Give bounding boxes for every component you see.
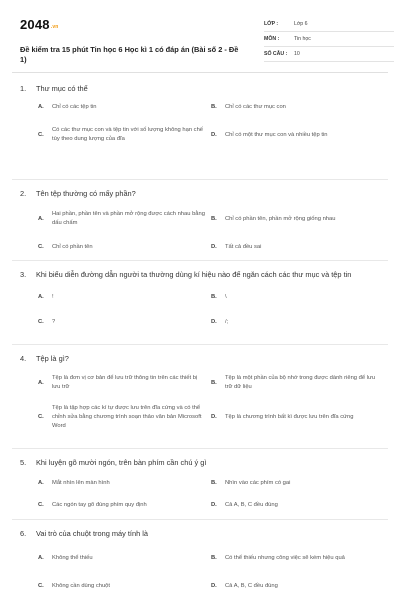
option-text: Có các thư mục con và tệp tin với số lượng không hạn chế tùy theo dung lượng của đĩa bbox=[52, 127, 204, 142]
question-number: 5. bbox=[20, 458, 27, 467]
option-c[interactable] bbox=[38, 494, 211, 516]
logo-text: 2048 bbox=[20, 17, 50, 32]
option-text: \ bbox=[225, 293, 227, 300]
question-text: Vai trò của chuột trong máy tính là bbox=[36, 529, 149, 538]
option-d[interactable] bbox=[211, 573, 384, 599]
option-text: Hai phần, phần tên và phần mở rộng được cách nhau bằng dấu chấm bbox=[52, 211, 205, 226]
option-letter: C. bbox=[38, 501, 44, 508]
option-a[interactable] bbox=[38, 543, 211, 573]
option-d[interactable] bbox=[211, 398, 384, 436]
site-logo[interactable] bbox=[20, 17, 59, 32]
option-c[interactable] bbox=[38, 573, 211, 599]
option-letter: C. bbox=[38, 413, 44, 420]
option-c[interactable] bbox=[38, 120, 211, 150]
option-b[interactable] bbox=[211, 284, 384, 310]
option-text: Tất cả đều sai bbox=[225, 243, 262, 250]
option-text: Chỉ có một thư mục con và nhiều tệp tin bbox=[225, 131, 328, 138]
option-letter: C. bbox=[38, 131, 44, 138]
option-text: Tệp là đơn vị cơ bản để lưu trữ thông tin trên các thiết bị lưu trữ bbox=[52, 375, 198, 390]
option-text: Chỉ có các thư mục con bbox=[225, 103, 286, 110]
question bbox=[12, 78, 388, 180]
option-text: Không cần dùng chuột bbox=[52, 582, 111, 589]
option-text: Không thể thiếu bbox=[52, 554, 93, 561]
meta-row-count bbox=[264, 47, 394, 62]
option-d[interactable] bbox=[211, 310, 384, 334]
option-text: Có thể thiếu nhưng công việc sẽ kém hiệu quả bbox=[225, 554, 345, 561]
option-text: ! bbox=[52, 293, 54, 300]
question-text: Tên tệp thường có mấy phần? bbox=[36, 189, 136, 198]
option-text: Chỉ có phần tên, phần mở rộng giống nhau bbox=[225, 215, 336, 222]
option-text: ? bbox=[52, 318, 56, 325]
option-grid bbox=[12, 284, 388, 334]
meta-value: Lớp 6 bbox=[294, 21, 308, 27]
meta-row-class bbox=[264, 17, 394, 32]
question-text: Tệp là gì? bbox=[36, 354, 69, 363]
question-head bbox=[12, 345, 388, 364]
question-head bbox=[12, 180, 388, 199]
question bbox=[12, 449, 388, 520]
question-head bbox=[12, 261, 388, 280]
option-b[interactable] bbox=[211, 368, 384, 398]
exam-header bbox=[12, 14, 388, 66]
option-b[interactable] bbox=[211, 94, 384, 120]
question-text: Khi biểu diễn đường dẫn người ta thường dùng kí hiệu nào để ngăn cách các thư mục và tệp tin bbox=[36, 270, 352, 279]
option-grid bbox=[12, 472, 388, 516]
option-letter: D. bbox=[211, 318, 217, 325]
question-number: 6. bbox=[20, 529, 27, 538]
question-text: Thư mục có thể bbox=[36, 84, 88, 93]
question-head bbox=[12, 520, 388, 539]
option-letter: D. bbox=[211, 501, 217, 508]
option-letter: B. bbox=[211, 479, 217, 486]
option-letter: B. bbox=[211, 379, 217, 386]
question-number: 1. bbox=[20, 84, 27, 93]
meta-label: MÔN : bbox=[264, 36, 280, 42]
meta-row-subject bbox=[264, 32, 394, 47]
question bbox=[12, 261, 388, 345]
option-letter: D. bbox=[211, 413, 217, 420]
option-text: /; bbox=[225, 318, 229, 325]
question-list bbox=[12, 78, 388, 600]
question bbox=[12, 345, 388, 449]
option-letter: B. bbox=[211, 293, 217, 300]
meta-value: 10 bbox=[294, 51, 300, 57]
meta-value: Tin học bbox=[294, 36, 311, 42]
option-c[interactable] bbox=[38, 233, 211, 261]
option-a[interactable] bbox=[38, 94, 211, 120]
option-text: Các ngón tay gõ đúng phím quy định bbox=[52, 501, 147, 508]
option-text: Tệp là chương trình bất kì được lưu trên đĩa cứng bbox=[225, 413, 354, 420]
option-letter: A. bbox=[38, 215, 44, 222]
option-letter: D. bbox=[211, 582, 217, 589]
exam-meta bbox=[264, 17, 394, 62]
option-text: Chỉ có các tệp tin bbox=[52, 103, 97, 110]
question bbox=[12, 520, 388, 600]
question-number: 4. bbox=[20, 354, 27, 363]
option-b[interactable] bbox=[211, 205, 384, 233]
exam-title: Đề kiểm tra 15 phút Tin học 6 Học kì 1 có đáp án (Bài số 2 - Đề 1) bbox=[20, 45, 239, 64]
option-letter: B. bbox=[211, 215, 217, 222]
option-c[interactable] bbox=[38, 310, 211, 334]
option-c[interactable] bbox=[38, 398, 211, 436]
option-a[interactable] bbox=[38, 368, 211, 398]
option-text: Nhìn vào các phím có gai bbox=[225, 479, 291, 486]
option-letter: A. bbox=[38, 479, 44, 486]
option-d[interactable] bbox=[211, 233, 384, 261]
option-b[interactable] bbox=[211, 543, 384, 573]
option-b[interactable] bbox=[211, 472, 384, 494]
logo-suffix: .vn bbox=[50, 24, 59, 30]
option-text: Chỉ có phần tên bbox=[52, 243, 93, 250]
question-number: 3. bbox=[20, 270, 27, 279]
option-grid bbox=[12, 543, 388, 599]
option-a[interactable] bbox=[38, 472, 211, 494]
option-grid bbox=[12, 205, 388, 261]
option-letter: A. bbox=[38, 103, 44, 110]
option-text: Cả A, B, C đều đúng bbox=[225, 582, 278, 589]
option-letter: C. bbox=[38, 582, 44, 589]
option-a[interactable] bbox=[38, 284, 211, 310]
option-letter: C. bbox=[38, 318, 44, 325]
option-letter: B. bbox=[211, 103, 217, 110]
option-d[interactable] bbox=[211, 120, 384, 150]
meta-label: SỐ CÂU : bbox=[264, 51, 288, 57]
option-d[interactable] bbox=[211, 494, 384, 516]
option-letter: D. bbox=[211, 243, 217, 250]
option-letter: A. bbox=[38, 554, 44, 561]
option-a[interactable] bbox=[38, 205, 211, 233]
option-letter: C. bbox=[38, 243, 44, 250]
question-number: 2. bbox=[20, 189, 27, 198]
option-text: Cả A, B, C đều đúng bbox=[225, 501, 278, 508]
option-text: Mắt nhìn lên màn hình bbox=[52, 479, 110, 486]
header-divider bbox=[12, 72, 388, 73]
option-letter: A. bbox=[38, 293, 44, 300]
option-text: Tệp là một phần của bộ nhớ trong được dành riêng để lưu trữ dữ liệu bbox=[225, 375, 376, 390]
question bbox=[12, 180, 388, 261]
option-letter: B. bbox=[211, 554, 217, 561]
option-grid bbox=[12, 94, 388, 180]
question-text: Khi luyện gõ mười ngón, trên bàn phím cần chú ý gì bbox=[36, 458, 207, 467]
option-text: Tệp là tập hợp các kí tự được lưu trên đĩa cứng và có thể chỉnh sửa bằng chương trình soạn thảo văn bản Microsoft Word bbox=[52, 404, 202, 429]
meta-label: LỚP : bbox=[264, 21, 279, 27]
question-head bbox=[12, 449, 388, 468]
question-head bbox=[12, 78, 388, 94]
option-letter: D. bbox=[211, 131, 217, 138]
option-letter: A. bbox=[38, 379, 44, 386]
option-grid bbox=[12, 368, 388, 436]
